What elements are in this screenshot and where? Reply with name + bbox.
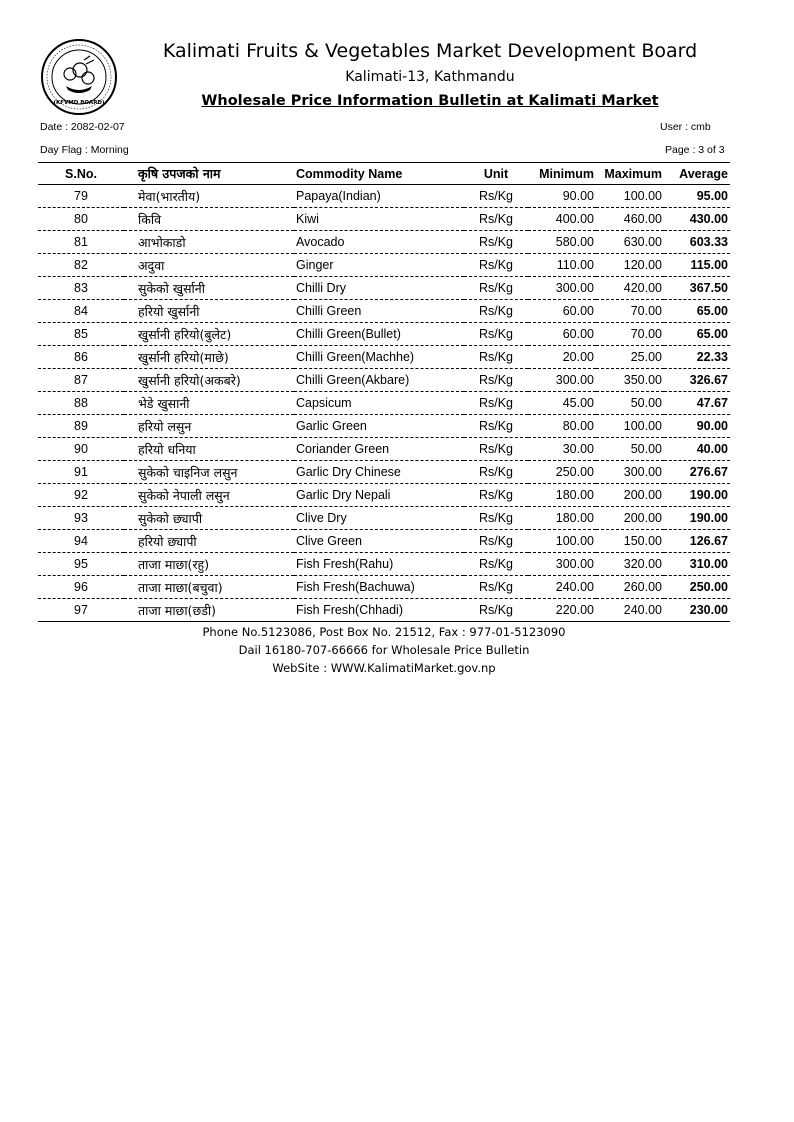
- price-table: [38, 162, 730, 622]
- cell-commodity-name: Avocado: [294, 231, 464, 254]
- cell-average: 47.67: [664, 392, 730, 415]
- cell-average: 326.67: [664, 369, 730, 392]
- cell-average: 190.00: [664, 507, 730, 530]
- cell-maximum: 260.00: [596, 576, 664, 599]
- cell-commodity-name: Fish Fresh(Rahu): [294, 553, 464, 576]
- cell-sno: 80: [38, 208, 124, 231]
- table-row: [38, 553, 730, 576]
- table-row: [38, 507, 730, 530]
- cell-minimum: 45.00: [528, 392, 596, 415]
- cell-minimum: 100.00: [528, 530, 596, 553]
- cell-unit: Rs/Kg: [464, 438, 528, 461]
- cell-unit: Rs/Kg: [464, 576, 528, 599]
- table-row: [38, 530, 730, 553]
- cell-minimum: 240.00: [528, 576, 596, 599]
- cell-commodity-name: Capsicum: [294, 392, 464, 415]
- cell-commodity-name: Clive Dry: [294, 507, 464, 530]
- cell-average: 430.00: [664, 208, 730, 231]
- board-logo-icon: [40, 38, 118, 116]
- cell-maximum: 70.00: [596, 323, 664, 346]
- cell-minimum: 30.00: [528, 438, 596, 461]
- cell-sno: 87: [38, 369, 124, 392]
- cell-unit: Rs/Kg: [464, 185, 528, 208]
- logo-text: (KFVMD BOARD): [53, 100, 105, 106]
- cell-maximum: 50.00: [596, 392, 664, 415]
- footer-website: WebSite : WWW.KalimatiMarket.gov.np: [272, 661, 496, 675]
- cell-average: 190.00: [664, 484, 730, 507]
- cell-maximum: 25.00: [596, 346, 664, 369]
- cell-sno: 83: [38, 277, 124, 300]
- cell-sno: 88: [38, 392, 124, 415]
- day-flag-label: Day Flag : Morning: [40, 144, 129, 156]
- footer-contact: Phone No.5123086, Post Box No. 21512, Fax : 977-01-5123090: [202, 625, 566, 639]
- col-header-maximum: Maximum: [596, 163, 664, 185]
- cell-average: 115.00: [664, 254, 730, 277]
- cell-commodity-name: Chilli Green(Machhe): [294, 346, 464, 369]
- cell-commodity-name: Ginger: [294, 254, 464, 277]
- cell-average: 367.50: [664, 277, 730, 300]
- cell-maximum: 200.00: [596, 484, 664, 507]
- cell-unit: Rs/Kg: [464, 231, 528, 254]
- board-address: Kalimati-13, Kathmandu: [345, 69, 515, 85]
- cell-maximum: 420.00: [596, 277, 664, 300]
- page-number: Page : 3 of 3: [665, 144, 725, 156]
- table-row: [38, 392, 730, 415]
- table-row: [38, 185, 730, 208]
- cell-unit: Rs/Kg: [464, 323, 528, 346]
- table-row: [38, 346, 730, 369]
- cell-unit: Rs/Kg: [464, 392, 528, 415]
- cell-sno: 90: [38, 438, 124, 461]
- table-row: [38, 599, 730, 622]
- user-label: User : cmb: [660, 121, 711, 133]
- table-row: [38, 300, 730, 323]
- cell-minimum: 300.00: [528, 553, 596, 576]
- cell-nepali-name: ताजा माछा(रहु): [124, 553, 294, 576]
- cell-commodity-name: Fish Fresh(Chhadi): [294, 599, 464, 622]
- cell-commodity-name: Papaya(Indian): [294, 185, 464, 208]
- cell-maximum: 320.00: [596, 553, 664, 576]
- cell-sno: 84: [38, 300, 124, 323]
- cell-unit: Rs/Kg: [464, 484, 528, 507]
- bulletin-title: Wholesale Price Information Bulletin at Kalimati Market: [201, 93, 659, 109]
- cell-maximum: 350.00: [596, 369, 664, 392]
- cell-average: 603.33: [664, 231, 730, 254]
- cell-unit: Rs/Kg: [464, 461, 528, 484]
- cell-unit: Rs/Kg: [464, 369, 528, 392]
- cell-average: 65.00: [664, 323, 730, 346]
- board-title: Kalimati Fruits & Vegetables Market Development Board: [162, 40, 698, 62]
- cell-minimum: 220.00: [528, 599, 596, 622]
- cell-minimum: 110.00: [528, 254, 596, 277]
- cell-minimum: 90.00: [528, 185, 596, 208]
- cell-average: 90.00: [664, 415, 730, 438]
- table-row: [38, 254, 730, 277]
- cell-minimum: 300.00: [528, 277, 596, 300]
- cell-commodity-name: Kiwi: [294, 208, 464, 231]
- cell-unit: Rs/Kg: [464, 277, 528, 300]
- cell-nepali-name: सुकेको नेपाली लसुन: [124, 484, 294, 507]
- cell-nepali-name: सुकेको खुर्सानी: [124, 277, 294, 300]
- cell-maximum: 100.00: [596, 185, 664, 208]
- cell-minimum: 20.00: [528, 346, 596, 369]
- cell-nepali-name: मेवा(भारतीय): [124, 185, 294, 208]
- cell-sno: 91: [38, 461, 124, 484]
- table-row: [38, 438, 730, 461]
- cell-unit: Rs/Kg: [464, 208, 528, 231]
- cell-maximum: 200.00: [596, 507, 664, 530]
- table-row: [38, 461, 730, 484]
- cell-nepali-name: ताजा माछा(छडी): [124, 599, 294, 622]
- cell-nepali-name: खुर्सानी हरियो(बुलेट): [124, 323, 294, 346]
- cell-unit: Rs/Kg: [464, 553, 528, 576]
- cell-minimum: 80.00: [528, 415, 596, 438]
- cell-unit: Rs/Kg: [464, 507, 528, 530]
- cell-average: 95.00: [664, 185, 730, 208]
- cell-minimum: 180.00: [528, 507, 596, 530]
- cell-commodity-name: Chilli Green(Akbare): [294, 369, 464, 392]
- cell-commodity-name: Clive Green: [294, 530, 464, 553]
- cell-average: 310.00: [664, 553, 730, 576]
- cell-sno: 92: [38, 484, 124, 507]
- cell-sno: 93: [38, 507, 124, 530]
- col-header-commodity-name: Commodity Name: [294, 163, 464, 185]
- cell-average: 126.67: [664, 530, 730, 553]
- table-row: [38, 231, 730, 254]
- cell-unit: Rs/Kg: [464, 599, 528, 622]
- cell-commodity-name: Chilli Green(Bullet): [294, 323, 464, 346]
- cell-maximum: 460.00: [596, 208, 664, 231]
- cell-minimum: 60.00: [528, 323, 596, 346]
- cell-nepali-name: अदुवा: [124, 254, 294, 277]
- cell-nepali-name: हरियो धनिया: [124, 438, 294, 461]
- cell-sno: 82: [38, 254, 124, 277]
- cell-minimum: 60.00: [528, 300, 596, 323]
- cell-minimum: 400.00: [528, 208, 596, 231]
- cell-minimum: 300.00: [528, 369, 596, 392]
- cell-sno: 89: [38, 415, 124, 438]
- cell-average: 22.33: [664, 346, 730, 369]
- cell-sno: 86: [38, 346, 124, 369]
- col-header-nepali-name: कृषि उपजको नाम: [124, 163, 294, 185]
- cell-sno: 97: [38, 599, 124, 622]
- cell-unit: Rs/Kg: [464, 346, 528, 369]
- cell-nepali-name: सुकेको चाइनिज लसुन: [124, 461, 294, 484]
- cell-unit: Rs/Kg: [464, 530, 528, 553]
- cell-sno: 81: [38, 231, 124, 254]
- cell-average: 276.67: [664, 461, 730, 484]
- cell-nepali-name: खुर्सानी हरियो(अकबरे): [124, 369, 294, 392]
- cell-unit: Rs/Kg: [464, 254, 528, 277]
- table-row: [38, 277, 730, 300]
- cell-nepali-name: हरियो लसुन: [124, 415, 294, 438]
- cell-commodity-name: Garlic Green: [294, 415, 464, 438]
- table-row: [38, 484, 730, 507]
- cell-maximum: 150.00: [596, 530, 664, 553]
- cell-nepali-name: ताजा माछा(बचुवा): [124, 576, 294, 599]
- cell-unit: Rs/Kg: [464, 415, 528, 438]
- cell-maximum: 300.00: [596, 461, 664, 484]
- cell-nepali-name: सुकेको छ्यापी: [124, 507, 294, 530]
- cell-sno: 79: [38, 185, 124, 208]
- cell-maximum: 70.00: [596, 300, 664, 323]
- cell-minimum: 250.00: [528, 461, 596, 484]
- cell-commodity-name: Coriander Green: [294, 438, 464, 461]
- col-header-unit: Unit: [464, 163, 528, 185]
- cell-average: 250.00: [664, 576, 730, 599]
- table-row: [38, 576, 730, 599]
- cell-average: 230.00: [664, 599, 730, 622]
- table-row: [38, 369, 730, 392]
- cell-maximum: 120.00: [596, 254, 664, 277]
- date-label: Date : 2082-02-07: [40, 121, 125, 133]
- cell-commodity-name: Fish Fresh(Bachuwa): [294, 576, 464, 599]
- cell-nepali-name: आभोकाडो: [124, 231, 294, 254]
- cell-nepali-name: भेडे खुसानी: [124, 392, 294, 415]
- col-header-average: Average: [664, 163, 730, 185]
- cell-maximum: 100.00: [596, 415, 664, 438]
- cell-average: 40.00: [664, 438, 730, 461]
- cell-sno: 94: [38, 530, 124, 553]
- cell-commodity-name: Garlic Dry Chinese: [294, 461, 464, 484]
- cell-nepali-name: किवि: [124, 208, 294, 231]
- cell-minimum: 580.00: [528, 231, 596, 254]
- footer-dial: Dail 16180-707-66666 for Wholesale Price Bulletin: [238, 643, 530, 657]
- cell-sno: 95: [38, 553, 124, 576]
- table-row: [38, 323, 730, 346]
- cell-nepali-name: हरियो खुर्सानी: [124, 300, 294, 323]
- table-row: [38, 208, 730, 231]
- cell-nepali-name: खुर्सानी हरियो(माछे): [124, 346, 294, 369]
- cell-maximum: 240.00: [596, 599, 664, 622]
- cell-commodity-name: Chilli Dry: [294, 277, 464, 300]
- cell-average: 65.00: [664, 300, 730, 323]
- cell-maximum: 50.00: [596, 438, 664, 461]
- col-header-sno: S.No.: [38, 163, 124, 185]
- cell-commodity-name: Garlic Dry Nepali: [294, 484, 464, 507]
- table-row: [38, 415, 730, 438]
- cell-unit: Rs/Kg: [464, 300, 528, 323]
- table-header-row: [38, 163, 730, 185]
- cell-sno: 85: [38, 323, 124, 346]
- cell-minimum: 180.00: [528, 484, 596, 507]
- cell-sno: 96: [38, 576, 124, 599]
- col-header-minimum: Minimum: [528, 163, 596, 185]
- cell-nepali-name: हरियो छ्यापी: [124, 530, 294, 553]
- cell-commodity-name: Chilli Green: [294, 300, 464, 323]
- cell-maximum: 630.00: [596, 231, 664, 254]
